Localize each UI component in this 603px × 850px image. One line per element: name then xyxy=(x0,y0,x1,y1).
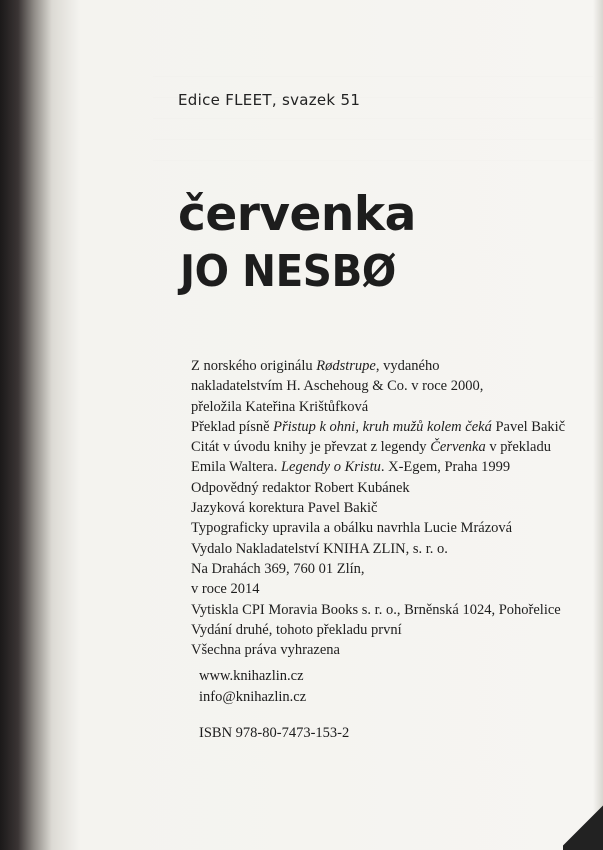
website-link[interactable]: www.knihazlin.cz xyxy=(199,668,304,684)
series-label: Edice FLEET, svazek 51 xyxy=(178,91,361,109)
original-line-2: nakladatelstvím H. Aschehoug & Co. v roce 2000, xyxy=(191,378,484,395)
imprint-block xyxy=(191,356,591,660)
typography-line: Typograficky upravila a obálku navrhla Lucie Mrázová xyxy=(191,520,513,537)
author-name: JO NESBØ xyxy=(180,246,396,297)
song-translation-line: Překlad písně Přistup k ohni, kruh mužů kolem čeká Pavel Bakič xyxy=(191,418,566,435)
rights-line: Všechna práva vyhrazena xyxy=(191,642,340,659)
email-link[interactable]: info@knihazlin.cz xyxy=(199,689,307,705)
isbn: ISBN 978-80-7473-153-2 xyxy=(199,725,350,741)
book-title: červenka xyxy=(178,187,416,242)
address-line: Na Drahách 369, 760 01 Zlín, xyxy=(191,560,365,577)
editor-line: Odpovědný redaktor Robert Kubánek xyxy=(191,479,410,496)
contact-block xyxy=(199,666,306,708)
year-line: v roce 2014 xyxy=(191,581,260,598)
translator-line: přeložila Kateřina Krištůfková xyxy=(191,398,369,415)
printer-line: Vytiskla CPI Moravia Books s. r. o., Brněnská 1024, Pohořelice xyxy=(191,601,561,618)
edition-line: Vydání druhé, tohoto překladu první xyxy=(191,621,402,638)
original-line-1: Z norského originálu Rødstrupe, vydaného xyxy=(191,358,440,374)
proofreading-line: Jazyková korektura Pavel Bakič xyxy=(191,500,378,517)
quote-line-1: Citát v úvodu knihy je převzat z legendy Červenka v překladu xyxy=(191,439,551,456)
page-corner xyxy=(563,790,603,850)
quote-line-2: Emila Waltera. Legendy o Kristu. X-Egem, Praha 1999 xyxy=(191,459,511,476)
publisher-line: Vydalo Nakladatelství KNIHA ZLIN, s. r. o. xyxy=(191,540,448,557)
page-edge xyxy=(593,0,603,850)
